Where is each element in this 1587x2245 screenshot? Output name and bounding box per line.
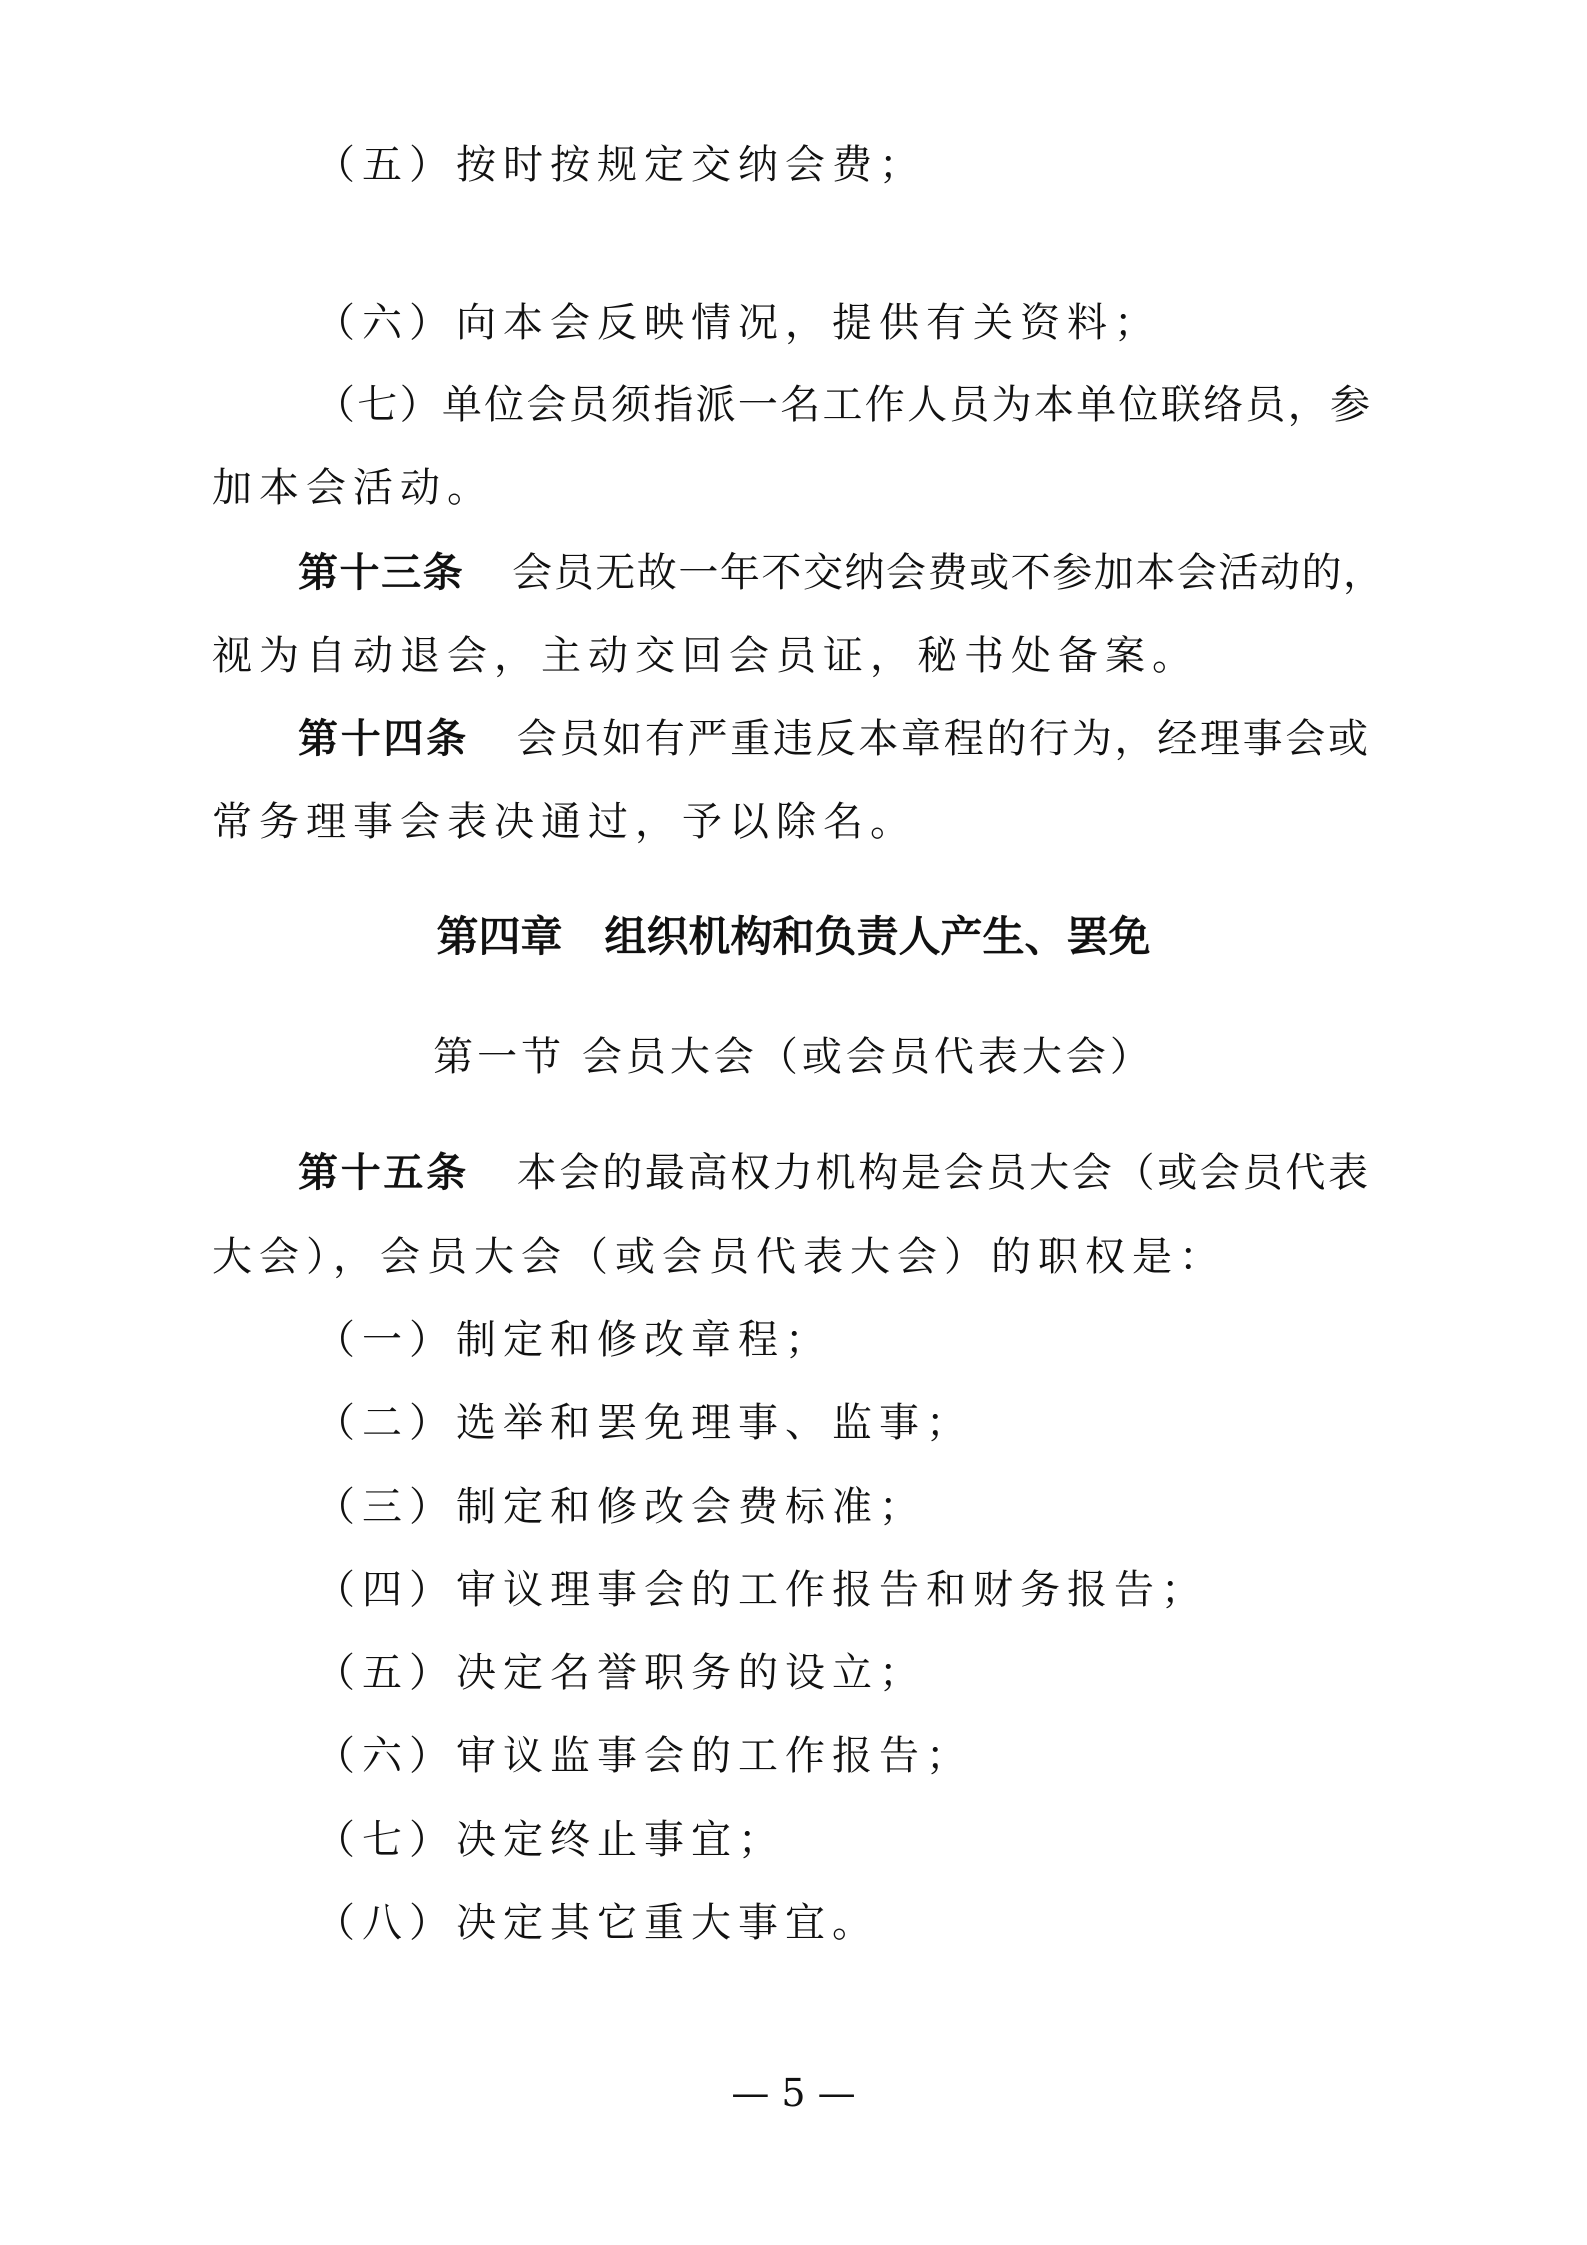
section-1-heading: 第一节 会员大会（或会员代表大会） [433,1034,1154,1080]
power-item-3: （三）制定和修改会费标准； [315,1484,926,1530]
article-14-text-1: 会员如有严重违反本章程的行为，经理事会或 [516,716,1369,762]
power-item-2: （二）选举和罢免理事、监事； [315,1400,973,1446]
article-15-text-1: 本会的最高权力机构是会员大会（或会员代表 [516,1150,1369,1196]
power-item-1: （一）制定和修改章程； [315,1317,832,1363]
article-13-line-1 [298,548,1383,598]
power-item-4: （四）审议理事会的工作报告和财务报告； [315,1567,1208,1613]
power-item-8: （八）决定其它重大事宜。 [315,1900,879,1946]
member-duty-item-7-line-1: （七）单位会员须指派一名工作人员为本单位联络员，参 [315,382,1370,428]
power-item-5: （五）决定名誉职务的设立； [315,1650,926,1696]
article-13-text-1: 会员无故一年不交纳会费或不参加本会活动的， [512,550,1384,596]
article-13-number: 第十三条 [298,550,465,596]
chapter-4-heading: 第四章 组织机构和负责人产生、罢免 [436,912,1151,961]
article-15-line-2: 大会），会员大会（或会员代表大会）的职权是： [212,1234,1226,1280]
article-13-line-2: 视为自动退会，主动交回会员证，秘书处备案。 [212,633,1199,679]
article-14-line-2: 常务理事会表决通过，予以除名。 [212,799,917,845]
power-item-6: （六）审议监事会的工作报告； [315,1733,973,1779]
member-duty-item-6: （六）向本会反映情况，提供有关资料； [315,300,1161,346]
article-15-line-1 [298,1148,1368,1198]
article-15-number: 第十五条 [298,1150,469,1196]
member-duty-item-7-line-2: 加本会活动。 [212,465,494,511]
member-duty-item-5: （五）按时按规定交纳会费； [315,142,926,188]
page-number: — 5 — [731,2071,856,2115]
power-item-7: （七）决定终止事宜； [315,1817,785,1863]
article-14-number: 第十四条 [298,716,469,762]
article-14-line-1 [298,714,1368,764]
